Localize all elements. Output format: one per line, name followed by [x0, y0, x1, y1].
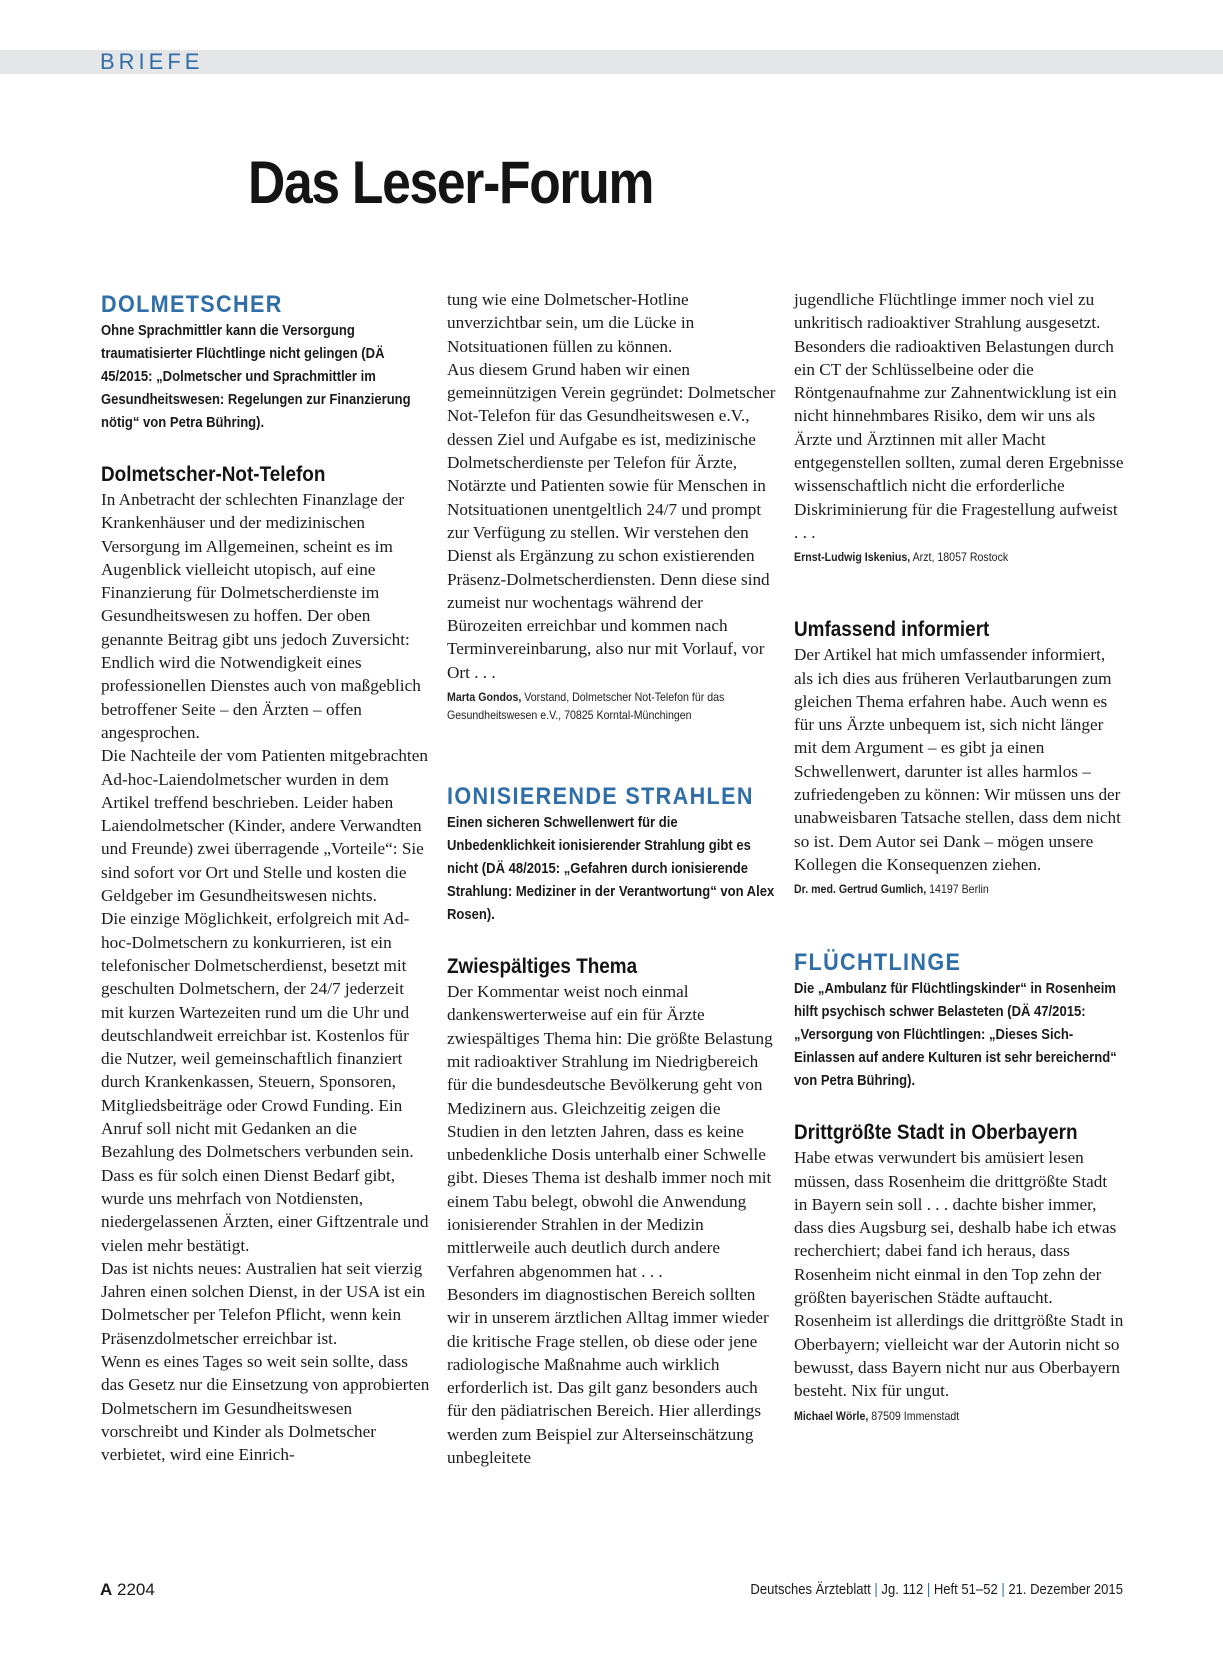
- letter-headline: Umfassend informiert: [794, 618, 990, 642]
- letter-headline: Zwiespältiges Thema: [447, 955, 638, 979]
- separator: |: [874, 1582, 878, 1598]
- signature-name: Marta Gondos,: [447, 690, 522, 705]
- column-2: [447, 288, 777, 1469]
- letter-body: Habe etwas verwundert bis amüsiert lesen müssen, dass Rosenheim die drittgrößte Stadt in Bayern sein soll . . . dachte bisher immer, dass dies Augsburg sei, deshalb habe ich etwas recherchiert; dabei fand ich heraus, dass Rosenheim nicht einmal in den Top zehn der größten bayerischen Städte auftaucht. Rosenheim ist allerdings die drittgrößte Stadt in Oberbayern; vielleicht war der Autorin nicht so bewusst, dass Bayern nicht nur aus Oberbayern besteht. Nix für ungut.: [794, 1148, 1124, 1401]
- letter-headline: Dolmetscher-Not-Telefon: [101, 463, 326, 486]
- topic-heading: DOLMETSCHER: [101, 291, 283, 318]
- letter-body: jugendliche Flüchtlinge immer noch viel zu unkritisch radioaktiver Strahlung ausgesetzt. Besonders die radioaktiven Belastungen durch ein CT der Schlüsselbeine oder die Röntgenaufnahme zur Zahnentwicklung ist ein nicht hinnehmbares Risiko, dem wir uns als Ärzte und Ärztinnen mit aller Macht entgegenstellen sollten, zumal deren Ergebnisse wissenschaftlich nicht die erforderliche Diskriminierung für die Fragestellung aufweist . . .: [794, 290, 1124, 542]
- page-number: [100, 1580, 155, 1600]
- letter-signature: [794, 880, 1118, 898]
- letter-body: In Anbetracht der schlechten Finanzlage der Krankenhäuser und der medizinischen Versorgung im Allgemeinen, scheint es im Augenblick vielleicht utopisch, auf eine Finanzierung für Dolmetscherdienste im Gesundheitswesen zu hoffen. Der oben genannte Beitrag gibt uns jedoch Zuversicht: Endlich wird die Notwendigkeit eines professionellen Dienstes auch von maßgeblich betroffener Seite – den Ärzten – offen angesprochen. Die Nachteile der vom Patienten mitgebrachten Ad-hoc-Laiendolmetscher wurden in dem Artikel treffend beschrieben. Leider haben Laiendolmetscher (Kinder, andere Verwandten und Freunde) zwei überragende „Vorteile“: Sie sind sofort vor Ort und Stelle und kosten die Geldgeber im Gesundheitswesen nichts. Die einzige Möglichkeit, erfolgreich mit Ad-hoc-Dolmetschern zu konkurrieren, ist ein telefonischer Dolmetscherdienst, besetzt mit geschulten Dolmetschern, der 24/7 jederzeit mit kurzen Wartezeiten rund um die Uhr und deutschlandweit erreichbar ist. Kostenlos für die Nutzer, weil gemeinschaftlich finanziert durch Krankenkassen, Steuern, Sponsoren, Mitgliedsbeiträge oder Crowd Funding. Ein Anruf soll nicht mit Gedanken an die Bezahlung des Dolmetschers verbunden sein. Dass es für solch einen Dienst Bedarf gibt, wurde uns mehrfach von Notdiensten, niedergelassenen Ärzten, einer Giftzentrale und vielen mehr bestätigt. Das ist nichts neues: Australien hat seit vierzig Jahren einen solchen Dienst, in der USA ist ein Dolmetscher per Telefon Pflicht, wenn kein Präsenzdolmetscher erreichbar ist. Wenn es eines Tages so weit sein sollte, dass das Gesetz nur die Einsetzung von approbierten Dolmetschern im Gesundheitswesen vorschreibt und Kinder als Dolmetscher verbietet, wird eine Einrich-: [101, 490, 430, 1465]
- column-3: [794, 288, 1124, 1425]
- signature-name: Ernst-Ludwig Iskenius,: [794, 550, 911, 565]
- letter-headline: Drittgrößte Stadt in Oberbayern: [794, 1121, 1078, 1145]
- signature-details: 14197 Berlin: [926, 882, 989, 897]
- letter-signature: [794, 548, 1118, 566]
- signature-details: Vorstand, Dolmetscher Not-Telefon für das Gesundheitswesen e.V., 70825 Korntal-Münchingen: [447, 690, 725, 723]
- journal-date: 21. Dezember 2015: [1008, 1582, 1123, 1598]
- letter-signature: [794, 1407, 1118, 1425]
- signature-details: 87509 Immenstadt: [868, 1408, 960, 1423]
- journal-name: Deutsches Ärzteblatt: [750, 1582, 871, 1598]
- signature-name: Dr. med. Gertrud Gumlich,: [794, 882, 927, 897]
- topic-heading: FLÜCHTLINGE: [794, 949, 962, 977]
- journal-volume: Jg. 112: [881, 1582, 924, 1598]
- signature-name: Michael Wörle,: [794, 1408, 869, 1423]
- column-1: [101, 290, 431, 1466]
- journal-issue: Heft 51–52: [933, 1582, 998, 1598]
- page-number-value: 2204: [117, 1580, 155, 1599]
- section-label: BRIEFE: [100, 49, 204, 74]
- topic-heading: IONISIERENDE STRAHLEN: [447, 783, 754, 811]
- letter-body: Der Artikel hat mich umfassender informiert, als ich dies aus früheren Verlautbarungen zum gleichen Thema erfahren habe. Auch wenn es für uns Ärzte unbequem ist, sich nicht länger mit dem Argument – es gibt ja einen Schwellenwert, darunter ist alles harmlos – zufriedengeben zu können: Wir müssen uns der unabweisbaren Tatsache stellen, dass dem nicht so ist. Dem Autor sei Dank – mögen unsere Kollegen die Konsequenzen ziehen.: [794, 645, 1121, 874]
- signature-details: Arzt, 18057 Rostock: [910, 550, 1009, 565]
- separator: |: [1001, 1582, 1005, 1598]
- letter-signature: [447, 688, 771, 724]
- letter-body: Der Kommentar weist noch einmal dankenswerterweise auf ein für Ärzte zwiespältiges Thema hin: Die größte Belastung mit radioaktiver Strahlung im Niedrigbereich für die bundesdeutsche Bevölkerung geht von Medizinern aus. Gleichzeitig zeigen die Studien in den letzten Jahren, dass es keine unbedenkliche Dosis unterhalb einer Schwelle gibt. Dieses Thema ist deshalb immer noch mit einem Tabu belegt, obwohl die Anwendung ionisierender Strahlen in der Medizin mittlerweile auch deutlich durch andere Verfahren abgenommen hat . . . Besonders im diagnostischen Bereich sollten wir in unserem ärztlichen Alltag immer wieder die kritische Frage stellen, ob diese oder jene radiologische Maßnahme auch wirklich erforderlich ist. Das gilt ganz besonders auch für den pädiatrischen Bereich. Hier allerdings werden zum Beispiel zur Alterseinschätzung unbegleitete: [447, 982, 773, 1467]
- topic-intro: Ohne Sprachmittler kann die Versorgung traumatisierter Flüchtlinge nicht gelingen (DÄ 45/2015: „Dolmetscher und Sprachmittler im Gesundheitswesen: Regelungen zur Finanzierung nötig“ von Petra Bühring).: [101, 323, 411, 431]
- page-title: Das Leser-Forum: [248, 149, 654, 216]
- topic-intro: Einen sicheren Schwellenwert für die Unbedenklichkeit ionisierender Strahlung gibt es nicht (DÄ 48/2015: „Gefahren durch ionisierende Strahlung: Mediziner in der Verantwortung“ von Alex Rosen).: [447, 815, 775, 924]
- separator: |: [926, 1582, 931, 1598]
- topic-intro: Die „Ambulanz für Flüchtlingskinder“ in Rosenheim hilft psychisch schwer Belasteten (DÄ 47/2015: „Versorgung von Flüchtlingen: „Dieses Sich-Einlassen auf andere Kulturen ist sehr bereichernd“ von Petra Bühring).: [794, 981, 1117, 1090]
- page-prefix: A: [100, 1580, 113, 1599]
- letter-body: tung wie eine Dolmetscher-Hotline unverzichtbar sein, um die Lücke in Notsituationen füllen zu können. Aus diesem Grund haben wir einen gemeinnützigen Verein gegründet: Dolmetscher Not-Telefon für das Gesundheitswesen e.V., dessen Ziel und Aufgabe es ist, medizinische Dolmetscherdienste per Telefon für Ärzte, Notärzte und Patienten sowie für Menschen in Notsituationen unentgeltlich 24/7 und prompt zur Verfügung zu stellen. Wir verstehen den Dienst als Ergänzung zu schon existierenden Präsenz-Dolmetscherdiensten. Denn diese sind zumeist nur wochentags während der Bürozeiten erreichbar und kommen nach Terminvereinbarung, also nur mit Vorlauf, vor Ort . . .: [447, 290, 776, 682]
- journal-info: [750, 1582, 1123, 1598]
